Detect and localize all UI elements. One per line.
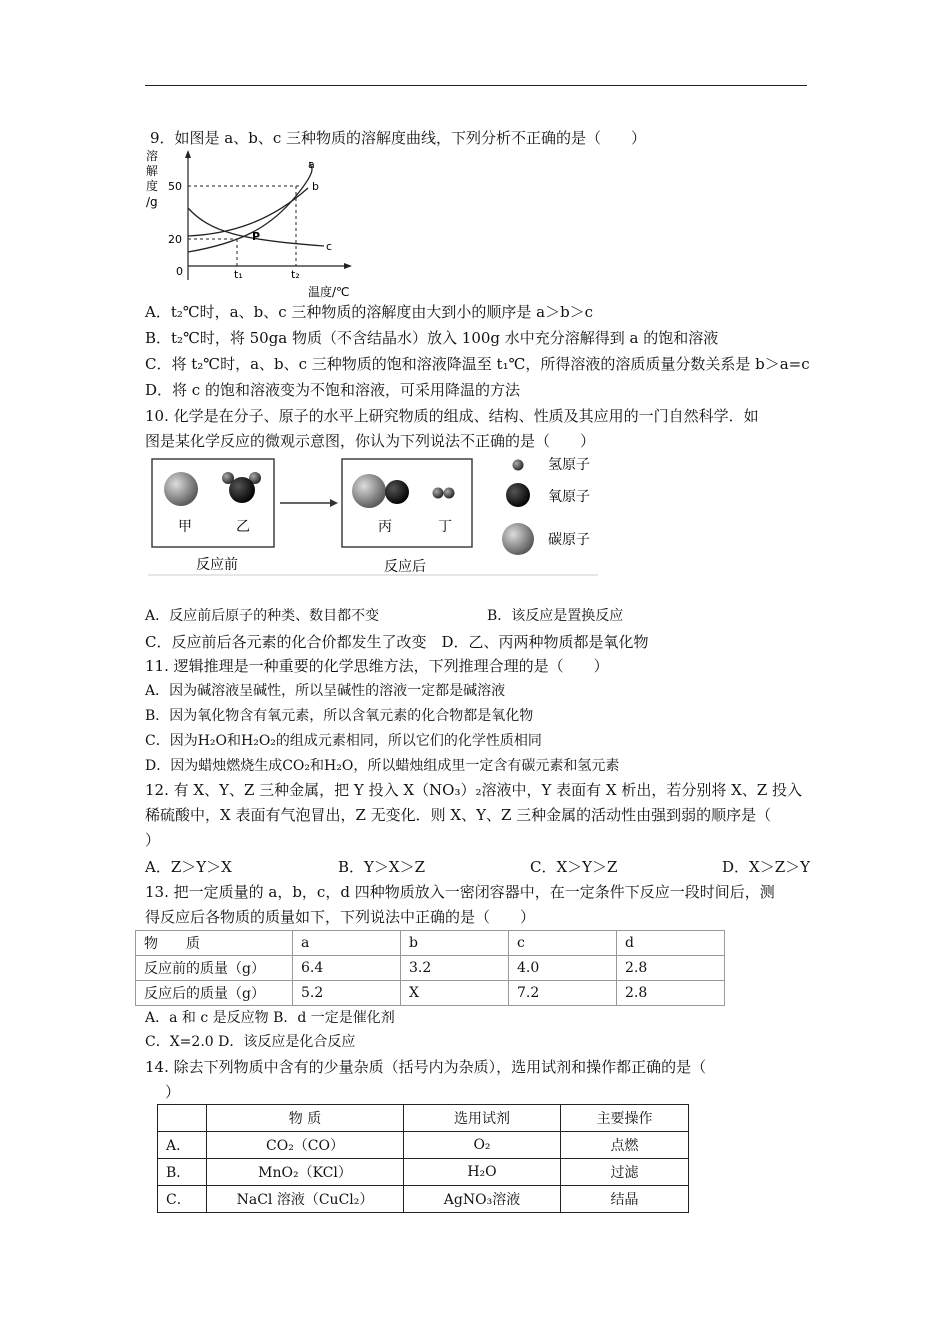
q12-stem-line2: 稀硫酸中，X 表面有气泡冒出，Z 无变化．则 X、Y、Z 三种金属的活动性由强到弱的顺序是（ [145,806,772,824]
table-cell: B． [158,1159,207,1186]
y-axis-label-1: 溶 [146,149,159,163]
q11-option-b: B．因为氧化物含有氧元素，所以含氧元素的化合物都是氧化物 [145,708,534,724]
table-cell: MnO₂（KCl） [207,1159,404,1186]
reaction-arrowhead [330,499,338,507]
hydrogen-atom [444,488,455,499]
q13-table [135,930,725,1006]
table-cell: 选用试剂 [404,1105,561,1132]
table-cell: 6.4 [293,956,401,981]
table-cell: C． [158,1186,207,1213]
oxygen-atom [229,477,255,503]
y-tick-50: 50 [168,180,182,193]
table-cell: A． [158,1132,207,1159]
legend-oxygen-icon [506,483,530,507]
q14-table [157,1104,689,1213]
table-row [136,981,725,1006]
table-header-row [158,1105,689,1132]
point-p-label: P [252,230,261,243]
y-axis-label-2: 解 [146,164,159,178]
hydrogen-atom [433,488,444,499]
q12-stem-line3: ） [145,831,161,849]
q10-options-cd: C．反应前后各元素的化合价都发生了改变 D．乙、丙两种物质都是氧化物 [145,633,649,651]
table-cell: 4.0 [509,956,617,981]
table-cell: 2.8 [617,956,725,981]
q10-stem-line2: 图是某化学反应的微观示意图，你认为下列说法不正确的是（ ） [145,432,596,450]
table-cell: CO₂（CO） [207,1132,404,1159]
table-row [136,956,725,981]
caption-after: 反应后 [384,559,426,575]
label-bing: 丙 [378,519,392,535]
legend-carbon-icon [502,523,534,555]
q14-stem-line2: ） [165,1083,181,1101]
q9-option-d: D．将 c 的饱和溶液变为不饱和溶液，可采用降温的方法 [145,381,520,399]
legend-hydrogen-icon [513,460,524,471]
y-axis-label-4: /g [146,195,158,209]
table-cell: b [401,931,509,956]
q10-option-a: A．反应前后原子的种类、数目都不变 [145,608,380,624]
q11-stem: 11. 逻辑推理是一种重要的化学思维方法，下列推理合理的是（ ） [145,657,609,675]
header-rule [145,85,807,86]
table-cell [158,1105,207,1132]
q11-option-a: A．因为碱溶液呈碱性，所以呈碱性的溶液一定都是碱溶液 [145,683,506,699]
caption-before: 反应前 [196,557,238,573]
q12-option-b: B．Y＞X＞Z [338,858,426,876]
table-cell: c [509,931,617,956]
table-cell: 5.2 [293,981,401,1006]
q12-option-a: A．Z＞Y＞X [145,858,232,876]
table-cell: 反应后的质量（g） [136,981,293,1006]
table-cell: 物 质 [207,1105,404,1132]
q12-option-c: C．X＞Y＞Z [530,858,618,876]
table-cell: H₂O [404,1159,561,1186]
table-cell: 主要操作 [561,1105,689,1132]
table-row [158,1159,689,1186]
q9-option-a: A．t₂℃时，a、b、c 三种物质的溶解度由大到小的顺序是 a＞b＞c [145,303,594,321]
table-cell: 2.8 [617,981,725,1006]
q13-options-ab: A．a 和 c 是反应物 B．d 一定是催化剂 [145,1010,395,1026]
x-tick-t1: t₁ [234,268,243,281]
q9-option-b: B．t₂℃时，将 50ga 物质（不含结晶水）放入 100g 水中充分溶解得到 a 的饱和溶液 [145,329,719,347]
table-cell: 反应前的质量（g） [136,956,293,981]
table-cell: d [617,931,725,956]
table-row [158,1186,689,1213]
curve-b [188,188,308,236]
oxygen-atom [385,480,409,504]
y-axis-arrow [185,150,191,158]
q10-stem-line1: 10. 化学是在分子、原子的水平上研究物质的组成、结构、性质及其应用的一门自然科学．如 [145,407,759,425]
table-cell: 物 质 [136,931,293,956]
table-cell: O₂ [404,1132,561,1159]
legend-hydrogen: 氢原子 [548,457,590,473]
label-yi: 乙 [236,519,250,535]
table-cell: 点燃 [561,1132,689,1159]
table-header-row [136,931,725,956]
q9-option-c: C．将 t₂℃时，a、b、c 三种物质的饱和溶液降温至 t₁℃，所得溶液的溶质质量分数关系是 b＞a=c [145,355,810,373]
q11-option-c: C．因为H₂O和H₂O₂的组成元素相同，所以它们的化学性质相同 [145,733,542,749]
q10-option-b: B．该反应是置换反应 [487,608,624,624]
label-jia: 甲 [178,519,192,535]
origin-label: 0 [176,265,183,278]
table-cell: a [293,931,401,956]
q12-stem-line1: 12. 有 X、Y、Z 三种金属，把 Y 投入 X（NO₃）₂溶液中，Y 表面有 X 析出，若分别将 X、Z 投入 [145,781,803,799]
q9-stem: 9．如图是 a、b、c 三种物质的溶解度曲线，下列分析不正确的是（ ） [150,129,647,147]
y-tick-20: 20 [168,233,182,246]
series-b-label: b [312,180,319,193]
q14-stem-line1: 14. 除去下列物质中含有的少量杂质（括号内为杂质），选用试剂和操作都正确的是（ [145,1058,707,1076]
table-cell: AgNO₃溶液 [404,1186,561,1213]
q13-options-cd: C．X=2.0 D．该反应是化合反应 [145,1034,356,1050]
reaction-diagram [148,455,608,577]
legend-oxygen: 氧原子 [548,489,590,505]
series-a-label: a [308,158,315,171]
series-c-label: c [326,240,333,253]
table-cell: 过滤 [561,1159,689,1186]
legend-carbon: 碳原子 [548,532,590,548]
table-cell: 7.2 [509,981,617,1006]
x-axis-label: 温度/℃ [308,285,350,299]
y-axis-label-3: 度 [146,179,159,193]
solubility-chart [140,148,370,300]
table-row [158,1132,689,1159]
carbon-atom [164,472,198,506]
q12-option-d: D．X＞Z＞Y [722,858,811,876]
q13-stem-line2: 得反应后各物质的质量如下，下列说法中正确的是（ ） [145,908,536,926]
q11-option-d: D．因为蜡烛燃烧生成CO₂和H₂O，所以蜡烛组成里一定含有碳元素和氢元素 [145,758,620,774]
x-tick-t2: t₂ [291,268,300,281]
x-axis-arrow [344,263,352,269]
carbon-atom [352,474,386,508]
label-ding: 丁 [438,519,452,535]
table-cell: 3.2 [401,956,509,981]
table-cell: 结晶 [561,1186,689,1213]
table-cell: NaCl 溶液（CuCl₂） [207,1186,404,1213]
table-cell: X [401,981,509,1006]
q13-stem-line1: 13. 把一定质量的 a，b，c，d 四种物质放入一密闭容器中，在一定条件下反应一段时间后，测 [145,883,775,901]
